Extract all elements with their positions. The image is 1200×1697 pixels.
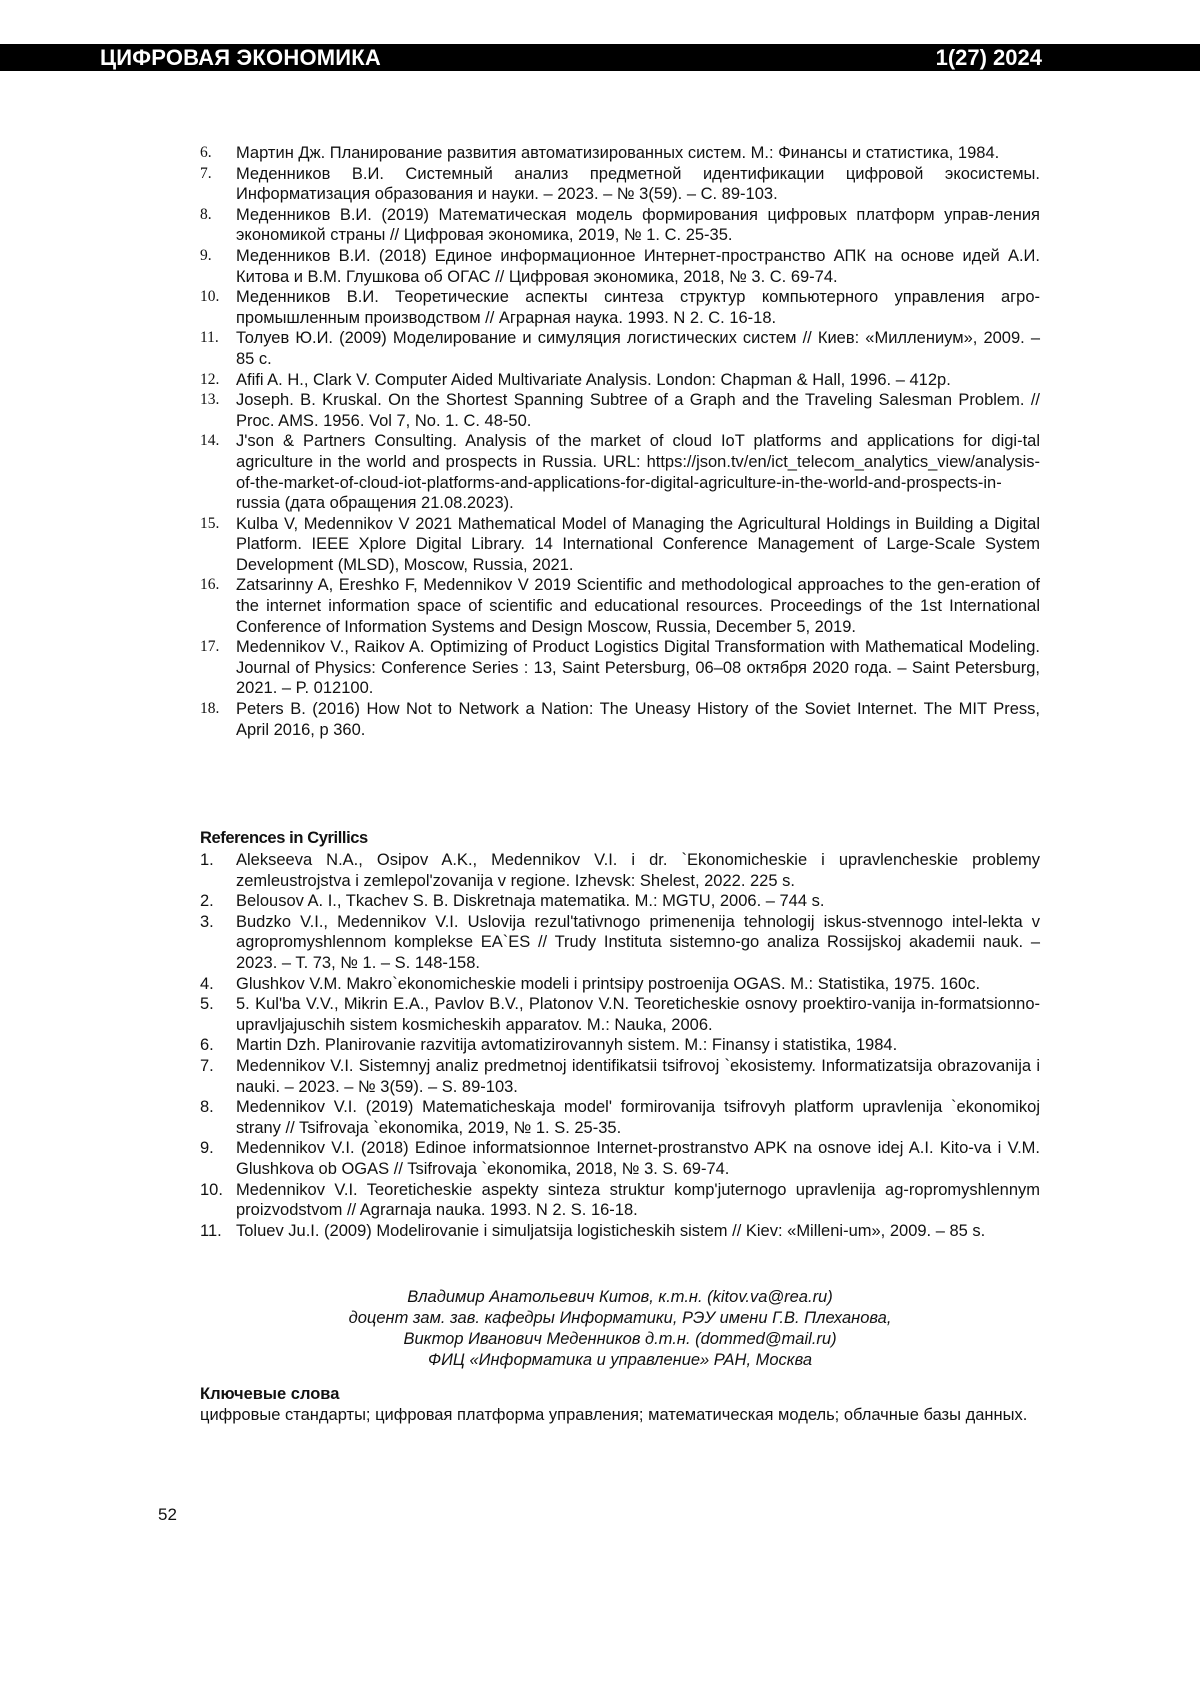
reference-text: Medennikov V.I. (2019) Matematicheskaja model' formirovanija tsifrovyh platform upravlenija `ekonomikoj strany // Tsifrovaja `ekonomika, 2019, № 1. S. 25-35.: [236, 1098, 1040, 1137]
reference-item: [200, 974, 1040, 995]
reference-item: [200, 1180, 1040, 1221]
author-line: Владимир Анатольевич Китов, к.т.н. (kitov.va@rea.ru): [200, 1287, 1040, 1308]
issue-number: 1(27) 2024: [936, 46, 1042, 70]
reference-number: 7.: [200, 1056, 214, 1077]
author-line: ФИЦ «Информатика и управление» РАН, Москва: [200, 1350, 1040, 1371]
reference-text: Medennikov V.I. Teoreticheskie aspekty sinteza struktur komp'juternogo upravlenija ag-ropromyshlennym proizvodstvom // Agrarnaja nauka. 1993. N 2. S. 16-18.: [236, 1181, 1040, 1220]
reference-text: J'son & Partners Consulting. Analysis of the market of cloud IoT platforms and applications for digi-tal agriculture in the world and prospects in Russia. URL: https://json.tv/en/ict_telecom_analytics_view/analysis-of-the-market-of-cloud-iot-platforms-and-applications-for-digital-agriculture-in-the-world-and-prospects-in-russia (дата обращения 21.08.2023).: [236, 432, 1040, 512]
reference-number: 15.: [200, 514, 219, 535]
reference-item: [200, 637, 1040, 699]
journal-title: ЦИФРОВАЯ ЭКОНОМИКА: [100, 46, 381, 70]
reference-text: Толуев Ю.И. (2009) Моделирование и симуляция логистических систем // Киев: «Миллениум», 2009. – 85 с.: [236, 329, 1040, 368]
author-line: доцент зам. зав. кафедры Информатики, РЭУ имени Г.В. Плеханова,: [200, 1308, 1040, 1329]
reference-item: [200, 850, 1040, 891]
reference-text: Меденников В.И. Системный анализ предметной идентификации цифровой экосистемы. Информатизация образования и науки. – 2023. – № 3(59). – С. 89-103.: [236, 165, 1040, 204]
reference-text: Toluev Ju.I. (2009) Modelirovanie i simuljatsija logisticheskih sistem // Kiev: «Milleni-um», 2009. – 85 s.: [236, 1222, 985, 1240]
reference-text: Belousov A. I., Tkachev S. B. Diskretnaja matematika. M.: MGTU, 2006. – 744 s.: [236, 892, 824, 910]
reference-item: [200, 1035, 1040, 1056]
reference-item: [200, 164, 1040, 205]
reference-number: 9.: [200, 246, 212, 267]
reference-item: [200, 699, 1040, 740]
reference-number: 12.: [200, 370, 219, 391]
reference-item: [200, 514, 1040, 576]
reference-number: 2.: [200, 891, 214, 912]
reference-number: 3.: [200, 912, 214, 933]
reference-text: Martin Dzh. Planirovanie razvitija avtomatizirovannyh sistem. M.: Finansy i statistika, 1984.: [236, 1036, 897, 1054]
reference-number: 5.: [200, 994, 214, 1015]
reference-item: [200, 205, 1040, 246]
reference-item: [200, 390, 1040, 431]
reference-text: Joseph. B. Kruskal. On the Shortest Spanning Subtree of a Graph and the Traveling Salesman Problem. // Proc. AMS. 1956. Vol 7, No. 1. С. 48-50.: [236, 391, 1040, 430]
reference-item: [200, 575, 1040, 637]
reference-item: [200, 891, 1040, 912]
reference-number: 11.: [200, 328, 219, 349]
reference-text: Alekseeva N.A., Osipov A.K., Medennikov V.I. i dr. `Ekonomicheskie i upravlencheskie problemy zemleustrojstva i zemlepol'zovanija v regione. Izhevsk: Shelest, 2022. 225 s.: [236, 851, 1040, 890]
page-number: 52: [158, 1505, 177, 1525]
reference-text: Peters B. (2016) How Not to Network a Nation: The Uneasy History of the Soviet Internet. The MIT Press, April 2016, p 360.: [236, 700, 1040, 739]
reference-item: [200, 1221, 1040, 1242]
reference-number: 18.: [200, 699, 219, 720]
reference-number: 10.: [200, 1180, 223, 1201]
author-line: Виктор Иванович Меденников д.т.н. (dommed@mail.ru): [200, 1329, 1040, 1350]
reference-item: [200, 431, 1040, 513]
reference-item: [200, 143, 1040, 164]
reference-item: [200, 370, 1040, 391]
reference-item: [200, 1138, 1040, 1179]
reference-number: 1.: [200, 850, 214, 871]
reference-text: Меденников В.И. (2019) Математическая модель формирования цифровых платформ управ-ления экономикой страны // Цифровая экономика, 2019, № 1. С. 25-35.: [236, 206, 1040, 245]
reference-list: [200, 143, 1040, 740]
reference-number: 4.: [200, 974, 214, 995]
references-cyrillic-heading: References in Cyrillics: [200, 829, 368, 848]
keywords-heading: Ключевые слова: [200, 1385, 339, 1404]
reference-text: 5. Kul'ba V.V., Mikrin E.A., Pavlov B.V., Platonov V.N. Teoreticheskie osnovy proektiro-vanija in-formatsionno-upravljajuschih sistem kosmicheskih apparatov. M.: Nauka, 2006.: [236, 995, 1040, 1034]
reference-number: 11.: [200, 1221, 222, 1242]
reference-number: 10.: [200, 287, 219, 308]
reference-number: 6.: [200, 143, 212, 164]
reference-text: Glushkov V.M. Makro`ekonomicheskie modeli i printsipy postroenija OGAS. M.: Statistika, 1975. 160с.: [236, 975, 980, 993]
reference-list-cyrillic: [200, 850, 1040, 1241]
reference-text: Меденников В.И. Теоретические аспекты синтеза структур компьютерного управления агро-промышленным производством // Аграрная наука. 1993. N 2. С. 16-18.: [236, 288, 1040, 327]
reference-text: Мартин Дж. Планирование развития автоматизированных систем. М.: Финансы и статистика, 1984.: [236, 144, 999, 162]
reference-item: [200, 287, 1040, 328]
reference-text: Budzko V.I., Medennikov V.I. Uslovija rezul'tativnogo primenenija tehnologij iskus-stvennogo intel-lekta v agropromyshlennom komplekse EA`ES // Trudy Instituta sistemno-go analiza Rossijskoj akademii nauk. – 2023. – T. 73, № 1. – S. 148-158.: [236, 913, 1040, 972]
reference-text: Zatsarinny A, Ereshko F, Medennikov V 2019 Scientific and methodological approaches to the gen-eration of the internet information space of scientific and educational resources. Proceedings of the 1st International Conference of Information Systems and Design Moscow, Russia, December 5, 2019.: [236, 576, 1040, 635]
reference-item: [200, 912, 1040, 974]
reference-number: 13.: [200, 390, 219, 411]
reference-number: 8.: [200, 1097, 214, 1118]
reference-item: [200, 1056, 1040, 1097]
reference-number: 8.: [200, 205, 212, 226]
reference-number: 17.: [200, 637, 219, 658]
reference-number: 16.: [200, 575, 219, 596]
reference-text: Kulba V, Medennikov V 2021 Mathematical Model of Managing the Agricultural Holdings in Building a Digital Platform. IEEE Xplore Digital Library. 14 International Conference Management of Large-Scale System Development (MLSD), Moscow, Russia, 2021.: [236, 515, 1040, 574]
reference-text: Medennikov V., Raikov A. Optimizing of Product Logistics Digital Transformation with Mathematical Modeling. Journal of Physics: Conference Series : 13, Saint Petersburg, 06–08 октября 2020 года. – Saint Petersburg, 2021. – P. 012100.: [236, 638, 1040, 697]
journal-header-bar: [0, 44, 1200, 71]
reference-number: 7.: [200, 164, 212, 185]
reference-text: Medennikov V.I. (2018) Edinoe informatsionnoe Internet-prostranstvo APK na osnove idej A.I. Kito-va i V.M. Glushkova ob OGAS // Tsifrovaja `ekonomika, 2018, № 3. S. 69-74.: [236, 1139, 1040, 1178]
author-block: [200, 1287, 1040, 1371]
reference-text: Меденников В.И. (2018) Единое информационное Интернет-пространство АПК на основе идей А.И. Китова и В.М. Глушкова об ОГАС // Цифровая экономика, 2018, № 3. С. 69-74.: [236, 247, 1040, 286]
reference-number: 9.: [200, 1138, 214, 1159]
reference-text: Afifi A. H., Clark V. Computer Aided Multivariate Analysis. London: Chapman & Hall, 1996. – 412p.: [236, 371, 951, 389]
reference-item: [200, 994, 1040, 1035]
reference-item: [200, 1097, 1040, 1138]
reference-item: [200, 328, 1040, 369]
keywords-text: цифровые стандарты; цифровая платформа управления; математическая модель; облачные базы данных.: [156, 1405, 1044, 1426]
reference-text: Medennikov V.I. Sistemnyj analiz predmetnoj identifikatsii tsifrovoj `ekosistemy. Informatizatsija obrazovanija i nauki. – 2023. – № 3(59). – S. 89-103.: [236, 1057, 1040, 1096]
reference-item: [200, 246, 1040, 287]
reference-number: 6.: [200, 1035, 214, 1056]
reference-number: 14.: [200, 431, 219, 452]
